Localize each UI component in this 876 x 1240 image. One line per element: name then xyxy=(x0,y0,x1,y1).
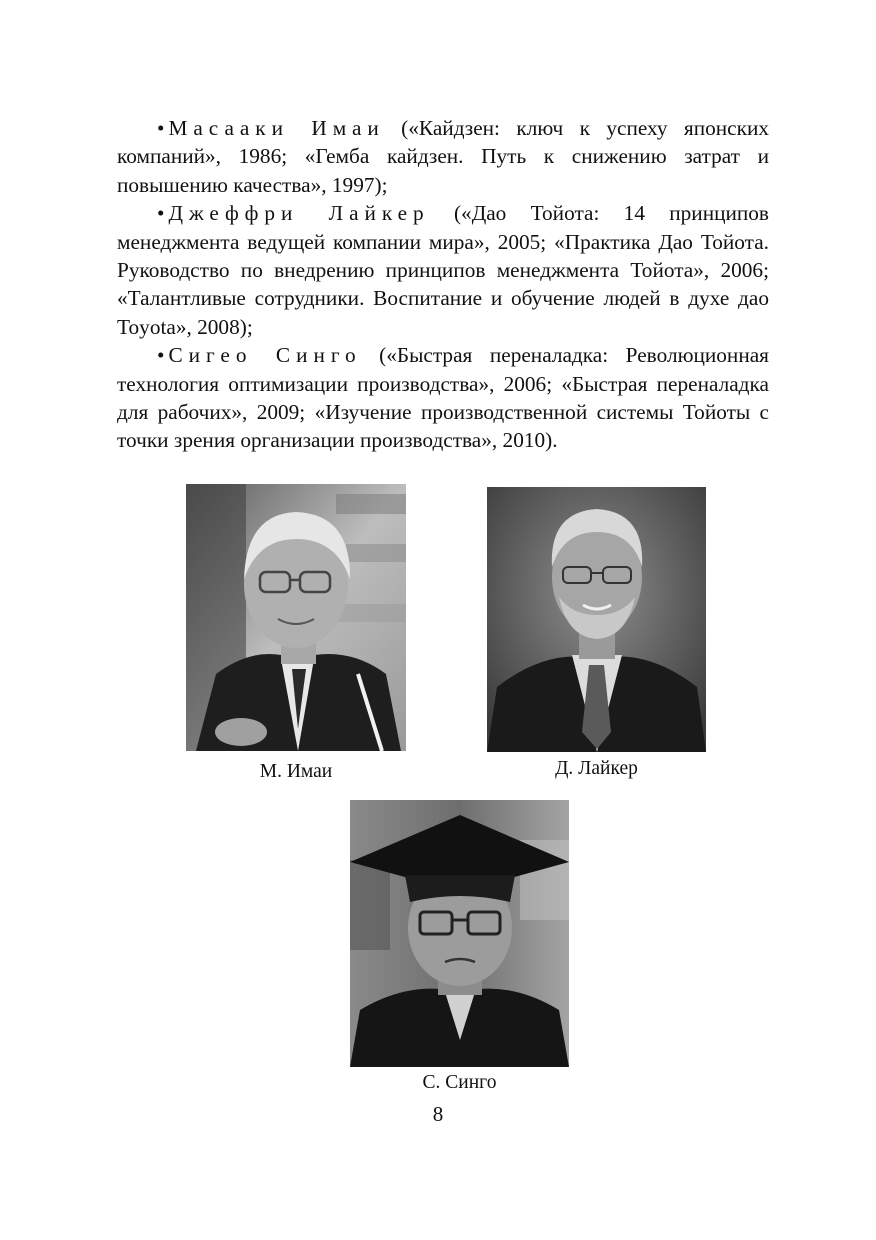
author-item-liker xyxy=(117,199,769,341)
author-name: Джеффри Лайкер xyxy=(168,201,430,226)
portrait-imai-image xyxy=(186,484,406,751)
page-number: 8 xyxy=(432,1102,444,1126)
body-text xyxy=(117,114,769,455)
author-name: Сигео Синго xyxy=(168,343,362,368)
photo-shingo xyxy=(350,800,569,1067)
author-item-shingo xyxy=(117,341,769,455)
author-works: («Кайдзен: ключ к успеху японских компаний», 1986; «Гемба кайдзен. Путь к снижению затрат и повышению качества», 1997); xyxy=(117,116,769,197)
author-works: («Дао Тойота: 14 принципов менеджмента ведущей компании мира», 2005; «Практика Дао Тойота. Руководство по внедрению принципов менеджмента Тойота», 2006; «Талантливые сотрудники. Воспитание и обучение людей в духе дао Toyota», 2008); xyxy=(117,201,769,339)
author-works: («Быстрая переналадка: Революционная технология оптимизации производства», 2006; «Быстрая переналадка для рабочих», 2009; «Изучение производственной системы Тойоты с точки зрения организации производства», 2010). xyxy=(117,343,769,453)
bullet-icon: • xyxy=(157,116,165,140)
bullet-icon: • xyxy=(157,201,165,226)
photo-imai xyxy=(186,484,406,751)
caption-shingo: С. Синго xyxy=(422,1072,497,1093)
caption-liker: Д. Лайкер xyxy=(555,758,638,779)
photo-liker xyxy=(487,487,706,752)
portrait-shingo-image xyxy=(350,800,569,1067)
author-name: Масааки Имаи xyxy=(168,116,385,140)
author-item-imai xyxy=(117,114,769,199)
portrait-liker-image xyxy=(487,487,706,752)
bullet-icon: • xyxy=(157,343,165,368)
caption-imai: М. Имаи xyxy=(259,761,333,782)
